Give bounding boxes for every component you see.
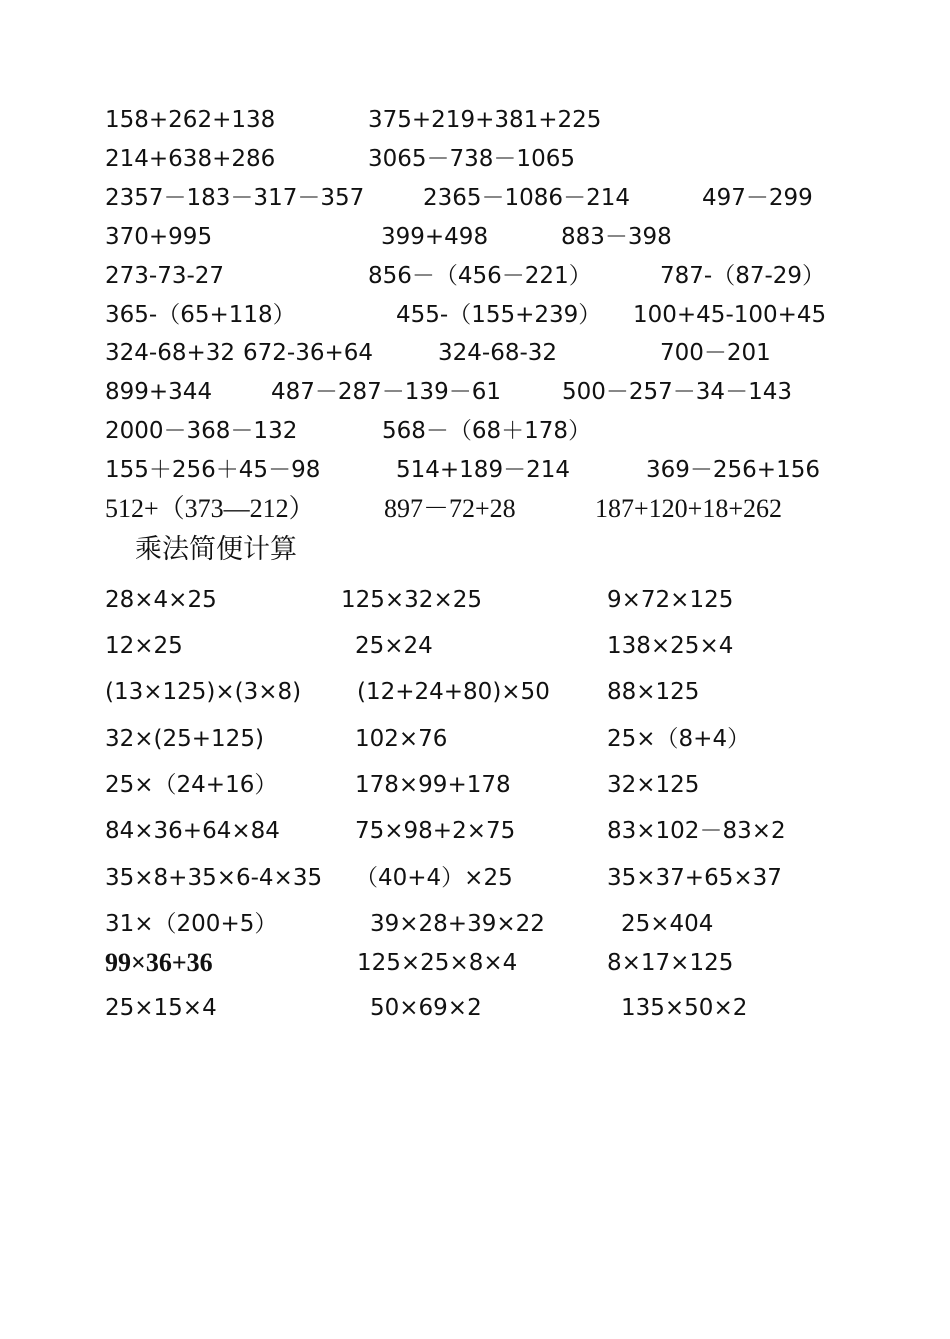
expression: 214+638+286 [105, 146, 276, 172]
expression: 28×4×25 [105, 587, 217, 613]
expression: 75×98+2×75 [355, 818, 516, 844]
expression: 514+189－214 [396, 457, 570, 483]
expression: 399+498 [381, 224, 489, 250]
expression: 100+45-100+45 [633, 302, 827, 328]
expression: 899+344 [105, 379, 213, 405]
expression: 25×24 [355, 633, 433, 659]
expression: 155＋256＋45－98 [105, 457, 321, 483]
expression: 787-（87-29） [660, 263, 826, 289]
expression: 32×(25+125) [105, 726, 264, 752]
expression: 500－257－34－143 [562, 379, 792, 405]
expression: 8×17×125 [607, 950, 734, 976]
expression: 138×25×4 [607, 633, 734, 659]
expression: 700－201 [660, 340, 771, 366]
section-heading: 乘法简便计算 [135, 534, 297, 565]
expression: 897－72+28 [384, 494, 516, 523]
expression: 35×37+65×37 [607, 865, 782, 891]
expression: 487－287－139－61 [271, 379, 501, 405]
expression: 2357－183－317－357 [105, 185, 365, 211]
expression: 672-36+64 [243, 340, 374, 366]
expression: 324-68+32 [105, 340, 236, 366]
expression: (12+24+80)×50 [357, 679, 550, 705]
expression: 125×32×25 [341, 587, 482, 613]
expression: 178×99+178 [355, 772, 511, 798]
expression: 102×76 [355, 726, 448, 752]
expression: 25×404 [621, 911, 714, 937]
expression: 2365－1086－214 [423, 185, 630, 211]
expression: 324-68-32 [438, 340, 558, 366]
expression: 856－（456－221） [368, 263, 592, 289]
expression: 84×36+64×84 [105, 818, 280, 844]
expression: 88×125 [607, 679, 700, 705]
expression: 883－398 [561, 224, 672, 250]
expression: 50×69×2 [370, 995, 482, 1021]
expression: 25×（24+16） [105, 772, 278, 798]
expression: 135×50×2 [621, 995, 748, 1021]
expression: 512+（373—212） [105, 494, 315, 523]
expression: 125×25×8×4 [357, 950, 518, 976]
expression: 375+219+381+225 [368, 107, 602, 133]
expression: 497－299 [702, 185, 813, 211]
expression: 2000－368－132 [105, 418, 298, 444]
expression: (13×125)×(3×8) [105, 679, 302, 705]
expression: 35×8+35×6-4×35 [105, 865, 323, 891]
expression: 32×125 [607, 772, 700, 798]
expression: 568－（68＋178） [382, 418, 592, 444]
expression: 25×（8+4） [607, 726, 751, 752]
expression: 25×15×4 [105, 995, 217, 1021]
expression: 9×72×125 [607, 587, 734, 613]
expression: 369－256+156 [646, 457, 820, 483]
expression: 187+120+18+262 [595, 494, 782, 523]
expression: 99×36+36 [105, 948, 213, 977]
expression: 83×102－83×2 [607, 818, 786, 844]
expression: 365-（65+118） [105, 302, 296, 328]
expression: 273-73-27 [105, 263, 225, 289]
expression: 370+995 [105, 224, 213, 250]
expression: 158+262+138 [105, 107, 276, 133]
expression: 455-（155+239） [396, 302, 602, 328]
expression: （40+4）×25 [355, 865, 513, 891]
expression: 3065－738－1065 [368, 146, 575, 172]
expression: 12×25 [105, 633, 183, 659]
expression: 31×（200+5） [105, 911, 278, 937]
expression: 39×28+39×22 [370, 911, 545, 937]
